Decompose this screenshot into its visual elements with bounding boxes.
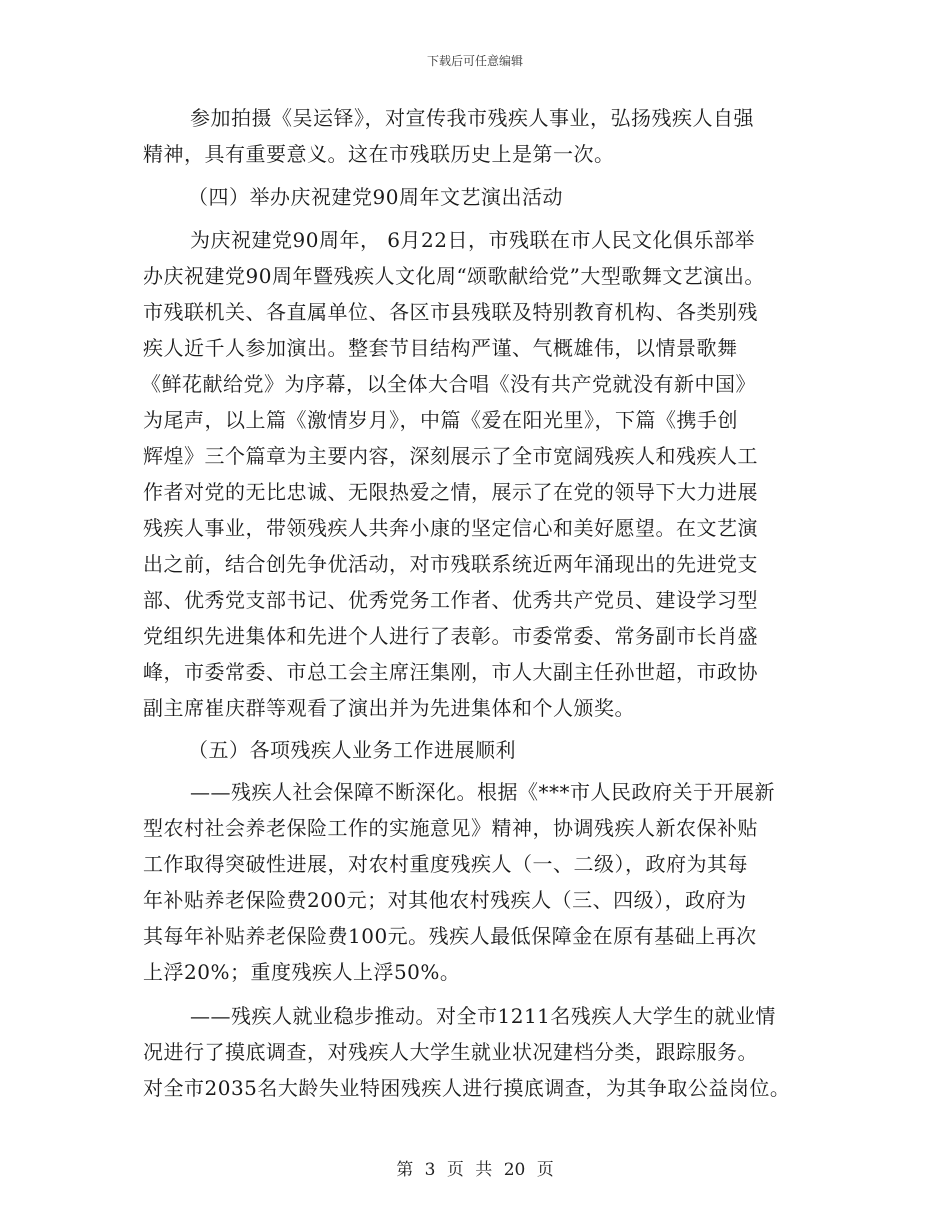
text-line: 《鲜花献给党》为序幕，以全体大合唱《没有共产党就没有新中国》	[141, 372, 756, 396]
section-heading: （四）举办庆祝建党90周年文艺演出活动	[188, 185, 563, 209]
page-footer: 第 3 页 共 20 页	[396, 1160, 554, 1180]
section-heading: （五）各项残疾人业务工作进展顺利	[188, 738, 516, 762]
text-line: 作者对党的无比忠诚、无限热爱之情，展示了在党的领导下大力进展	[143, 480, 758, 504]
text-line: ——残疾人就业稳步推动。对全市1211名残疾人大学生的就业情	[190, 1004, 776, 1028]
text-line: 精神，具有重要意义。这在市残联历史上是第一次。	[143, 142, 615, 166]
text-line: 对全市2035名大龄失业特困残疾人进行摸底调查，为其争取公益岗位。	[143, 1076, 791, 1100]
text-line: 市残联机关、各直属单位、各区市县残联及特别教育机构、各类别残	[143, 300, 758, 324]
text-line: 出之前，结合创先争优活动，对市残联系统近两年涌现出的先进党支	[143, 552, 758, 576]
text-line: 为尾声，以上篇《激情岁月》，中篇《爱在阳光里》，下篇《携手创	[143, 408, 738, 432]
text-line: 况进行了摸底调查，对残疾人大学生就业状况建档分类，跟踪服务。	[143, 1040, 758, 1064]
text-line: 上浮20%；重度残疾人上浮50%。	[143, 960, 461, 984]
page-header: 下载后可任意编辑	[426, 54, 523, 68]
text-line: 其每年补贴养老保险费100元。残疾人最低保障金在原有基础上再次	[143, 924, 757, 948]
text-line: 党组织先进集体和先进个人进行了表彰。市委常委、常务副市长肖盛	[143, 624, 758, 648]
text-line: 部、优秀党支部书记、优秀党务工作者、优秀共产党员、建设学习型	[143, 588, 758, 612]
text-line: 办庆祝建党90周年暨残疾人文化周“颂歌献给党”大型歌舞文艺演出。	[143, 264, 765, 288]
text-line: 辉煌》三个篇章为主要内容，深刻展示了全市宽阔残疾人和残疾人工	[143, 444, 758, 468]
text-line: 参加拍摄《吴运铎》，对宣传我市残疾人事业，弘扬残疾人自强	[190, 106, 754, 130]
text-line: 型农村社会养老保险工作的实施意见》精神，协调残疾人新农保补贴	[143, 816, 758, 840]
text-line: 疾人近千人参加演出。整套节目结构严谨、气概雄伟，以情景歌舞	[143, 336, 738, 360]
text-line: 峰，市委常委、市总工会主席汪集刚，市人大副主任孙世超，市政协	[143, 660, 758, 684]
text-line: ——残疾人社会保障不断深化。根据《***市人民政府关于开展新	[190, 780, 775, 804]
text-line: 为庆祝建党90周年， 6月22日，市残联在市人民文化俱乐部举	[190, 228, 755, 252]
text-line: 副主席崔庆群等观看了演出并为先进集体和个人颁奖。	[143, 696, 635, 720]
text-line: 残疾人事业，带领残疾人共奔小康的坚定信心和美好愿望。在文艺演	[143, 516, 758, 540]
text-line: 工作取得突破性进展，对农村重度残疾人（一、二级），政府为其每	[143, 852, 748, 876]
text-line: 年补贴养老保险费200元；对其他农村残疾人（三、四级），政府为	[143, 888, 747, 912]
